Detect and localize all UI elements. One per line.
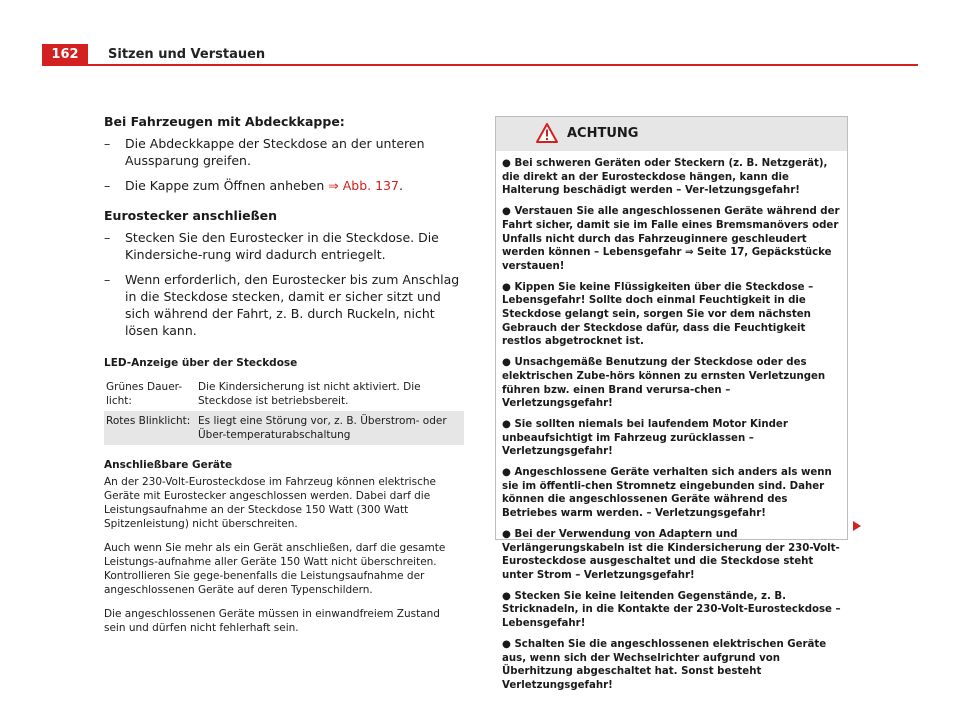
section-heading-plug: Eurostecker anschließen [104, 208, 277, 223]
step-text: Die Abdeckkappe der Steckdose an der unteren Aussparung greifen. [125, 136, 425, 168]
warning-item-text: Stecken Sie keine leitenden Gegenstände, z. B. Stricknadeln, in die Kontakte der 230-Volt-Eurosteckdose – Lebensgefahr! [502, 590, 841, 630]
warning-item [502, 466, 841, 521]
warning-item-text: Angeschlossene Geräte verhalten sich anders als wenn sie im öffentli-chen Stromnetz eingebunden sind. Daher können die angeschlossenen Geräte während des Betriebes warm werden. – Verletzungsgefahr! [502, 467, 832, 520]
step-dash: – [104, 136, 111, 151]
bullet: ● [502, 357, 511, 369]
continue-arrow-icon [853, 521, 861, 531]
bullet: ● [502, 418, 511, 430]
paragraph: An der 230-Volt-Eurosteckdose im Fahrzeug können elektrische Geräte mit Eurostecker angeschlossen werden. Dabei darf die Leistungsaufnahme an der Steckdose 150 Watt (300 Watt Spitzenleistung) nicht überschreiten. [104, 476, 436, 530]
warning-item-text: Verstauen Sie alle angeschlossenen Geräte während der Fahrt sicher, damit sie im Falle eines Bremsmanövers oder Unfalls nicht durch das Fahrzeuginnere geschleudert werden können – Lebensgefahr ⇒ Seite 17, Gepäckstücke verstauen! [502, 206, 840, 272]
section-heading-cap: Bei Fahrzeugen mit Abdeckkappe: [104, 114, 345, 129]
warning-item [502, 205, 841, 274]
step-text-end: . [398, 178, 403, 193]
warning-item [502, 356, 841, 411]
warning-item [502, 418, 841, 459]
paragraph: Auch wenn Sie mehr als ein Gerät anschließen, darf die gesamte Leistungs-aufnahme aller Geräte 150 Watt nicht überschreiten. Kontrollieren Sie gege-benenfalls die Leistungsaufnahme der angeschlossenen Geräte auf deren Typenschildern. [104, 542, 446, 596]
step-text-wrap [125, 177, 403, 194]
bullet: ● [502, 528, 511, 540]
step-dash: – [104, 272, 111, 287]
warning-item-text: Sie sollten niemals bei laufendem Motor Kinder unbeaufsichtigt im Fahrzeug zurücklassen – Verletzungsgefahr! [502, 418, 788, 458]
step-item [104, 271, 464, 339]
step-text: Die Kappe zum Öffnen anheben [125, 178, 325, 193]
warning-box [495, 116, 848, 691]
warning-item [502, 528, 841, 583]
warning-item [502, 638, 841, 693]
table-value: Die Kindersicherung ist nicht aktiviert. Die Steckdose ist betriebsbereit. [198, 381, 421, 407]
step-dash: – [104, 178, 111, 193]
paragraph: Die angeschlossenen Geräte müssen in einwandfreiem Zustand sein und dürfen nicht fehlerhaft sein. [104, 608, 440, 634]
warning-item [502, 157, 841, 198]
page-number: 162 [42, 44, 88, 66]
table-row [104, 377, 464, 411]
warning-item [502, 281, 841, 350]
table-value: Es liegt eine Störung vor, z. B. Überstrom- oder Über-temperaturabschaltung [196, 411, 464, 445]
step-item [104, 177, 464, 194]
step-item [104, 229, 464, 263]
warning-header [496, 117, 847, 151]
left-column [104, 114, 464, 645]
warning-item-text: Bei schweren Geräten oder Steckern (z. B. Netzgerät), die direkt an der Eurosteckdose hängen, kann die Halterung beschädigt werden – Ver-letzungsgefahr! [502, 158, 828, 197]
table-caption: LED-Anzeige über der Steckdose [104, 357, 298, 369]
figure-reference-link[interactable]: ⇒ Abb. 137 [328, 178, 399, 193]
warning-item-text: Kippen Sie keine Flüssigkeiten über die Steckdose – Lebensgefahr! Sollte doch einmal Feuchtigkeit in die Steckdose gelangt sein, sorgen Sie vor dem nächsten Gebrauch der Steckdose dafür, dass die Feuchtigkeit restlos abgetrocknet ist. [502, 281, 814, 348]
header-rule [88, 64, 918, 66]
step-text: Stecken Sie den Eurostecker in die Steckdose. Die Kindersiche-rung wird dadurch entriegelt. [125, 230, 439, 262]
bullet: ● [502, 158, 511, 169]
led-table [104, 377, 464, 445]
warning-item [502, 590, 841, 631]
table-row [104, 411, 464, 445]
step-text: Wenn erforderlich, den Eurostecker bis zum Anschlag in die Steckdose stecken, damit er sicher sitzt und sich während der Fahrt, z. B. durch Ruckeln, nicht lösen kann. [125, 272, 460, 338]
table-key: Grünes Dauer-licht: [106, 381, 183, 407]
warning-list [496, 151, 847, 693]
bullet: ● [502, 281, 511, 293]
warning-item-text: Bei der Verwendung von Adaptern und Verlängerungskabeln ist die Kindersicherung der 230-Volt-Eurosteckdose ausgeschaltet und die Steckdose steht unter Strom – Verletzungsgefahr! [502, 528, 840, 581]
bullet: ● [502, 638, 511, 650]
chapter-title: Sitzen und Verstauen [108, 47, 266, 62]
step-dash: – [104, 230, 111, 245]
step-item [104, 135, 464, 169]
table-key: Rotes Blinklicht: [104, 411, 196, 445]
warning-item-text: Unsachgemäße Benutzung der Steckdose oder des elektrischen Zube-hörs können zu ernsten Verletzungen führen bzw. einen Brand verursa-chen – Verletzungsgefahr! [502, 357, 826, 410]
warning-item-text: Schalten Sie die angeschlossenen elektrischen Geräte aus, wenn sich der Wechselrichter aufgrund von Überhitzung abgeschaltet hat. Sonst besteht Verletzungsgefahr! [502, 638, 827, 691]
section-heading-devices: Anschließbare Geräte [104, 459, 233, 471]
warning-title: ACHTUNG [567, 126, 639, 141]
bullet: ● [502, 590, 511, 602]
bullet: ● [502, 206, 511, 218]
warning-triangle-icon [536, 123, 558, 143]
bullet: ● [502, 467, 511, 479]
